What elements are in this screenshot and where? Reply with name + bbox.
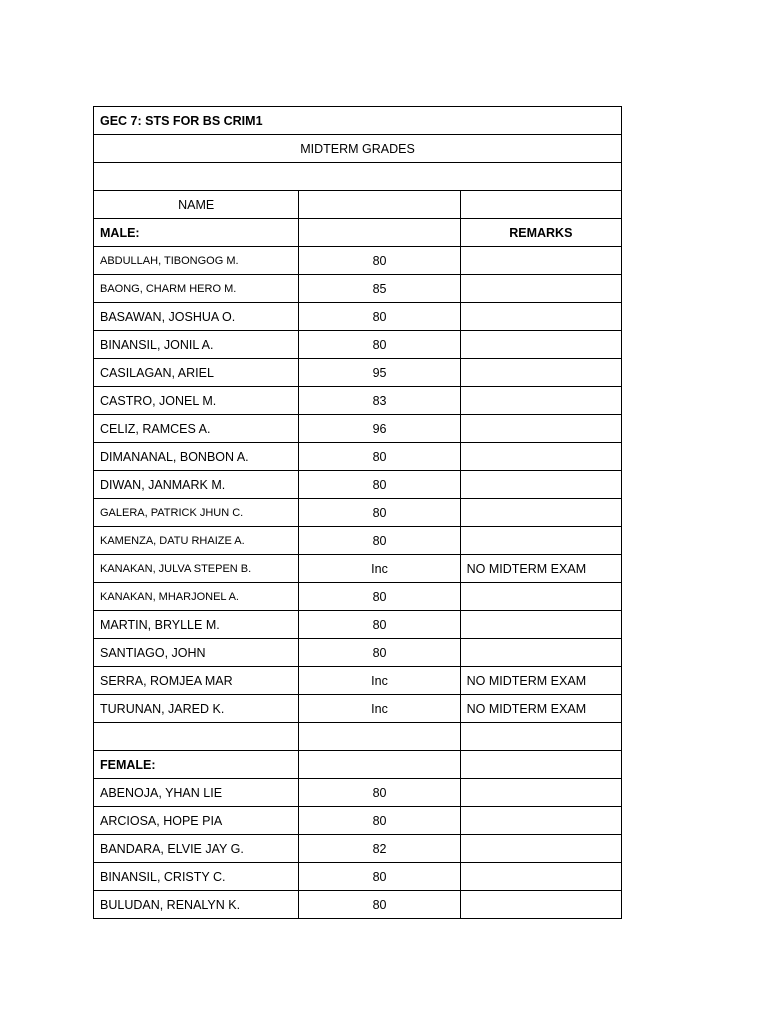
student-remarks [460, 443, 621, 471]
male-label-row [94, 219, 622, 247]
male-label-grade-cell [299, 219, 460, 247]
blank-row [94, 723, 622, 751]
student-name: CELIZ, RAMCES A. [94, 415, 299, 443]
student-grade: 80 [299, 807, 460, 835]
student-remarks [460, 583, 621, 611]
student-name: ARCIOSA, HOPE PIA [94, 807, 299, 835]
blank-cell [94, 723, 299, 751]
student-remarks [460, 387, 621, 415]
table-row [94, 443, 622, 471]
student-name: ABDULLAH, TIBONGOG M. [94, 247, 299, 275]
student-grade: 95 [299, 359, 460, 387]
student-grade: 80 [299, 583, 460, 611]
table-row [94, 359, 622, 387]
table-row [94, 639, 622, 667]
student-name: KAMENZA, DATU RHAIZE A. [94, 527, 299, 555]
table-row [94, 667, 622, 695]
female-label-row [94, 751, 622, 779]
student-grade: Inc [299, 555, 460, 583]
table-row [94, 303, 622, 331]
student-name: BAONG, CHARM HERO M. [94, 275, 299, 303]
table-row [94, 611, 622, 639]
student-grade: 80 [299, 891, 460, 919]
table-row [94, 835, 622, 863]
student-name: BANDARA, ELVIE JAY G. [94, 835, 299, 863]
student-name: KANAKAN, JULVA STEPEN B. [94, 555, 299, 583]
student-name: BULUDAN, RENALYN K. [94, 891, 299, 919]
table-row [94, 695, 622, 723]
table-row [94, 891, 622, 919]
table-row [94, 583, 622, 611]
name-header-row [94, 191, 622, 219]
blank-cell [460, 723, 621, 751]
student-grade: 80 [299, 527, 460, 555]
student-remarks [460, 835, 621, 863]
student-name: BINANSIL, CRISTY C. [94, 863, 299, 891]
grades-table [93, 106, 622, 919]
student-grade: 80 [299, 863, 460, 891]
student-grade: 83 [299, 387, 460, 415]
blank-cell [299, 751, 460, 779]
female-label: FEMALE: [94, 751, 299, 779]
student-name: BINANSIL, JONIL A. [94, 331, 299, 359]
table-row [94, 387, 622, 415]
student-grade: 80 [299, 611, 460, 639]
student-name: CASTRO, JONEL M. [94, 387, 299, 415]
student-grade: 80 [299, 499, 460, 527]
student-grade: 80 [299, 247, 460, 275]
student-remarks: NO MIDTERM EXAM [460, 667, 621, 695]
student-remarks [460, 359, 621, 387]
table-row [94, 275, 622, 303]
student-name: CASILAGAN, ARIEL [94, 359, 299, 387]
student-name: ABENOJA, YHAN LIE [94, 779, 299, 807]
course-title-row [94, 107, 622, 135]
student-remarks [460, 611, 621, 639]
student-grade: 96 [299, 415, 460, 443]
table-row [94, 499, 622, 527]
student-name: TURUNAN, JARED K. [94, 695, 299, 723]
student-name: BASAWAN, JOSHUA O. [94, 303, 299, 331]
remarks-header: REMARKS [460, 219, 621, 247]
blank-row [94, 163, 622, 191]
student-remarks [460, 275, 621, 303]
student-remarks [460, 471, 621, 499]
student-remarks [460, 247, 621, 275]
student-remarks [460, 863, 621, 891]
grades-body [94, 107, 622, 919]
student-grade: 80 [299, 303, 460, 331]
male-label: MALE: [94, 219, 299, 247]
table-row [94, 331, 622, 359]
student-grade: 80 [299, 779, 460, 807]
student-remarks [460, 527, 621, 555]
student-grade: Inc [299, 667, 460, 695]
student-remarks: NO MIDTERM EXAM [460, 695, 621, 723]
table-row [94, 779, 622, 807]
student-remarks [460, 891, 621, 919]
table-row [94, 863, 622, 891]
student-remarks [460, 331, 621, 359]
blank-cell [94, 163, 622, 191]
student-name: GALERA, PATRICK JHUN C. [94, 499, 299, 527]
name-header: NAME [94, 191, 299, 219]
subtitle: MIDTERM GRADES [94, 135, 622, 163]
table-row [94, 415, 622, 443]
student-grade: 85 [299, 275, 460, 303]
student-grade: 80 [299, 331, 460, 359]
student-name: DIMANANAL, BONBON A. [94, 443, 299, 471]
student-remarks [460, 639, 621, 667]
student-grade: 80 [299, 639, 460, 667]
course-title: GEC 7: STS FOR BS CRIM1 [94, 107, 622, 135]
grade-header-cell [299, 191, 460, 219]
student-name: SANTIAGO, JOHN [94, 639, 299, 667]
student-remarks [460, 415, 621, 443]
student-name: SERRA, ROMJEA MAR [94, 667, 299, 695]
student-remarks: NO MIDTERM EXAM [460, 555, 621, 583]
table-row [94, 807, 622, 835]
table-row [94, 247, 622, 275]
student-name: MARTIN, BRYLLE M. [94, 611, 299, 639]
student-remarks [460, 499, 621, 527]
student-remarks [460, 807, 621, 835]
student-remarks [460, 303, 621, 331]
table-row [94, 471, 622, 499]
student-remarks [460, 779, 621, 807]
table-row [94, 527, 622, 555]
table-row [94, 555, 622, 583]
student-grade: 80 [299, 471, 460, 499]
subtitle-row [94, 135, 622, 163]
blank-cell [299, 723, 460, 751]
remarks-header-blank [460, 191, 621, 219]
student-name: DIWAN, JANMARK M. [94, 471, 299, 499]
student-grade: 82 [299, 835, 460, 863]
student-grade: Inc [299, 695, 460, 723]
blank-cell [460, 751, 621, 779]
student-grade: 80 [299, 443, 460, 471]
student-name: KANAKAN, MHARJONEL A. [94, 583, 299, 611]
